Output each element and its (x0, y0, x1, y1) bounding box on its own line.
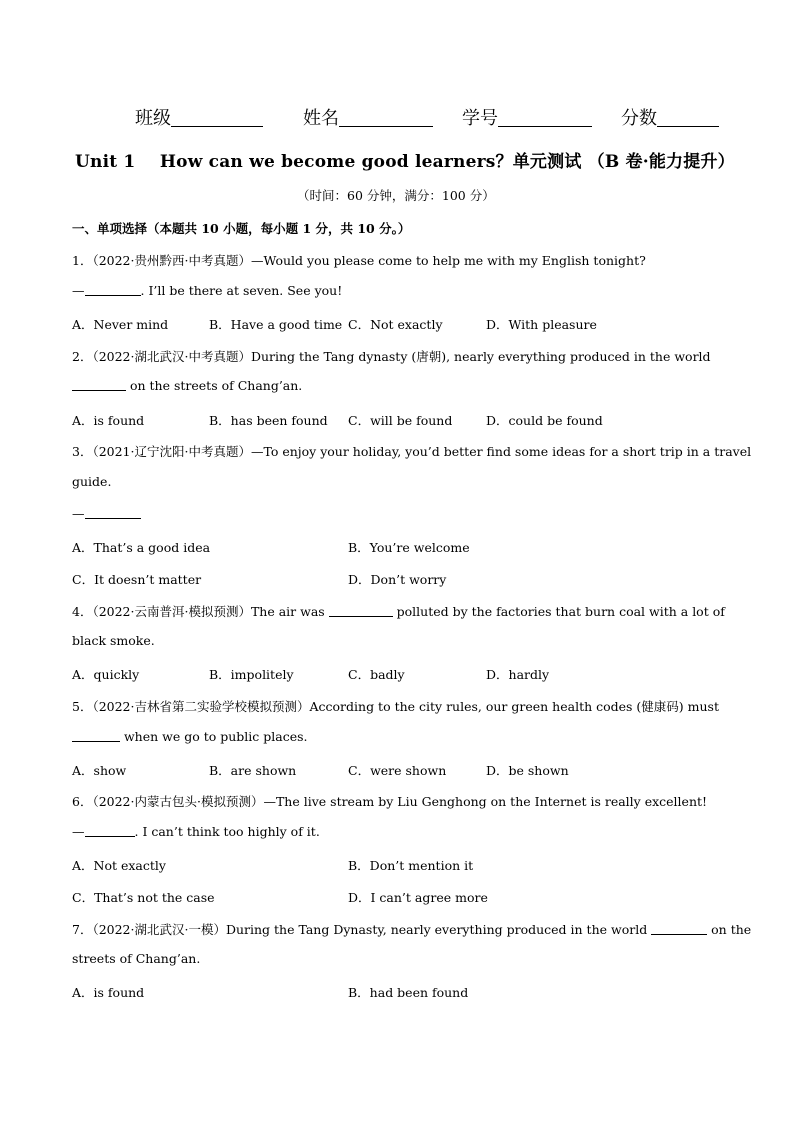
answer-blank[interactable] (72, 729, 120, 742)
q2-option-d[interactable]: D．could be found (486, 413, 603, 428)
q5-option-c[interactable]: C．were shown (348, 763, 447, 778)
answer-blank[interactable] (329, 604, 393, 617)
class-field (135, 104, 263, 130)
question-4-stem-cont: black smoke. (72, 633, 155, 648)
question-3-stem: 3．（2021·辽宁沈阳·中考真题）—To enjoy your holiday, you’d better find some ideas for a short trip in a travel (72, 444, 752, 459)
question-2-stem: 2．（2022·湖北武汉·中考真题）During the Tang dynasty (唐朝), nearly everything produced in the world (72, 349, 711, 364)
q2-option-c[interactable]: C．will be found (348, 413, 453, 428)
score-field (621, 104, 719, 130)
q4-option-a[interactable]: A．quickly (72, 667, 140, 682)
class-label: 班级 (135, 108, 171, 129)
q2-option-a[interactable]: A．is found (72, 413, 145, 428)
q7-option-b[interactable]: B．had been found (348, 985, 469, 1000)
class-blank[interactable] (171, 108, 263, 127)
answer-blank[interactable] (85, 824, 135, 837)
q1-option-b[interactable]: B．Have a good time (209, 317, 343, 332)
q3-option-d[interactable]: D．Don’t worry (348, 572, 447, 587)
q2-option-b[interactable]: B．has been found (209, 413, 328, 428)
q6-option-d[interactable]: D．I can’t agree more (348, 890, 488, 905)
q6-option-c[interactable]: C．That’s not the case (72, 890, 215, 905)
score-label: 分数 (621, 108, 657, 129)
q5-option-b[interactable]: B．are shown (209, 763, 297, 778)
student-id-field (462, 104, 592, 130)
question-7-stem: 7．（2022·湖北武汉·一模）During the Tang Dynasty, nearly everything produced in the world on the (72, 922, 752, 937)
q1-option-a[interactable]: A．Never mind (72, 317, 169, 332)
q4-option-c[interactable]: C．badly (348, 667, 405, 682)
subtitle: （时间：60 分钟，满分：100 分） (297, 188, 495, 203)
q6-option-a[interactable]: A．Not exactly (72, 858, 166, 873)
q1-option-c[interactable]: C．Not exactly (348, 317, 443, 332)
question-6-stem: 6．（2022·内蒙古包头·模拟预测）—The live stream by Liu Genghong on the Internet is really excellent! (72, 794, 708, 809)
q3-option-b[interactable]: B．You’re welcome (348, 540, 470, 555)
q4-option-d[interactable]: D．hardly (486, 667, 550, 682)
answer-blank[interactable] (85, 283, 141, 296)
question-6-answer-line: — . I can’t think too highly of it. (72, 824, 320, 839)
question-5-stem: 5．（2022·吉林省第二实验学校模拟预测）According to the city rules, our green health codes (健康码) must (72, 699, 719, 714)
q3-option-c[interactable]: C．It doesn’t matter (72, 572, 202, 587)
name-label: 姓名 (303, 108, 339, 129)
student-id-label: 学号 (462, 108, 498, 129)
q5-option-a[interactable]: A．show (72, 763, 127, 778)
question-1-stem: 1．（2022·贵州黔西·中考真题）—Would you please come to help me with my English tonight? (72, 253, 646, 268)
question-2-answer-line: on the streets of Chang’an. (72, 378, 302, 393)
question-1-answer-line: — . I’ll be there at seven. See you! (72, 283, 343, 298)
question-4-stem: 4．（2022·云南普洱·模拟预测）The air was polluted by the factories that burn coal with a lot of (72, 604, 725, 619)
name-field (303, 104, 433, 130)
q4-option-b[interactable]: B．impolitely (209, 667, 294, 682)
question-7-stem-cont: streets of Chang’an. (72, 951, 201, 966)
name-blank[interactable] (339, 108, 433, 127)
answer-blank[interactable] (85, 506, 141, 519)
q6-option-b[interactable]: B．Don’t mention it (348, 858, 474, 873)
q5-option-d[interactable]: D．be shown (486, 763, 569, 778)
answer-blank[interactable] (72, 378, 126, 391)
question-3-answer-line: — (72, 506, 141, 521)
student-id-blank[interactable] (498, 108, 592, 127)
question-3-stem-cont: guide. (72, 474, 112, 489)
answer-blank[interactable] (651, 922, 707, 935)
page-title: Unit 1 How can we become good learners？单元测试 （B 卷·能力提升） (75, 152, 735, 172)
q7-option-a[interactable]: A．is found (72, 985, 145, 1000)
question-5-answer-line: when we go to public places. (72, 729, 308, 744)
section-heading: 一、单项选择（本题共 10 小题，每小题 1 分，共 10 分。） (72, 221, 411, 236)
q3-option-a[interactable]: A．That’s a good idea (72, 540, 211, 555)
q1-option-d[interactable]: D．With pleasure (486, 317, 597, 332)
score-blank[interactable] (657, 108, 719, 127)
